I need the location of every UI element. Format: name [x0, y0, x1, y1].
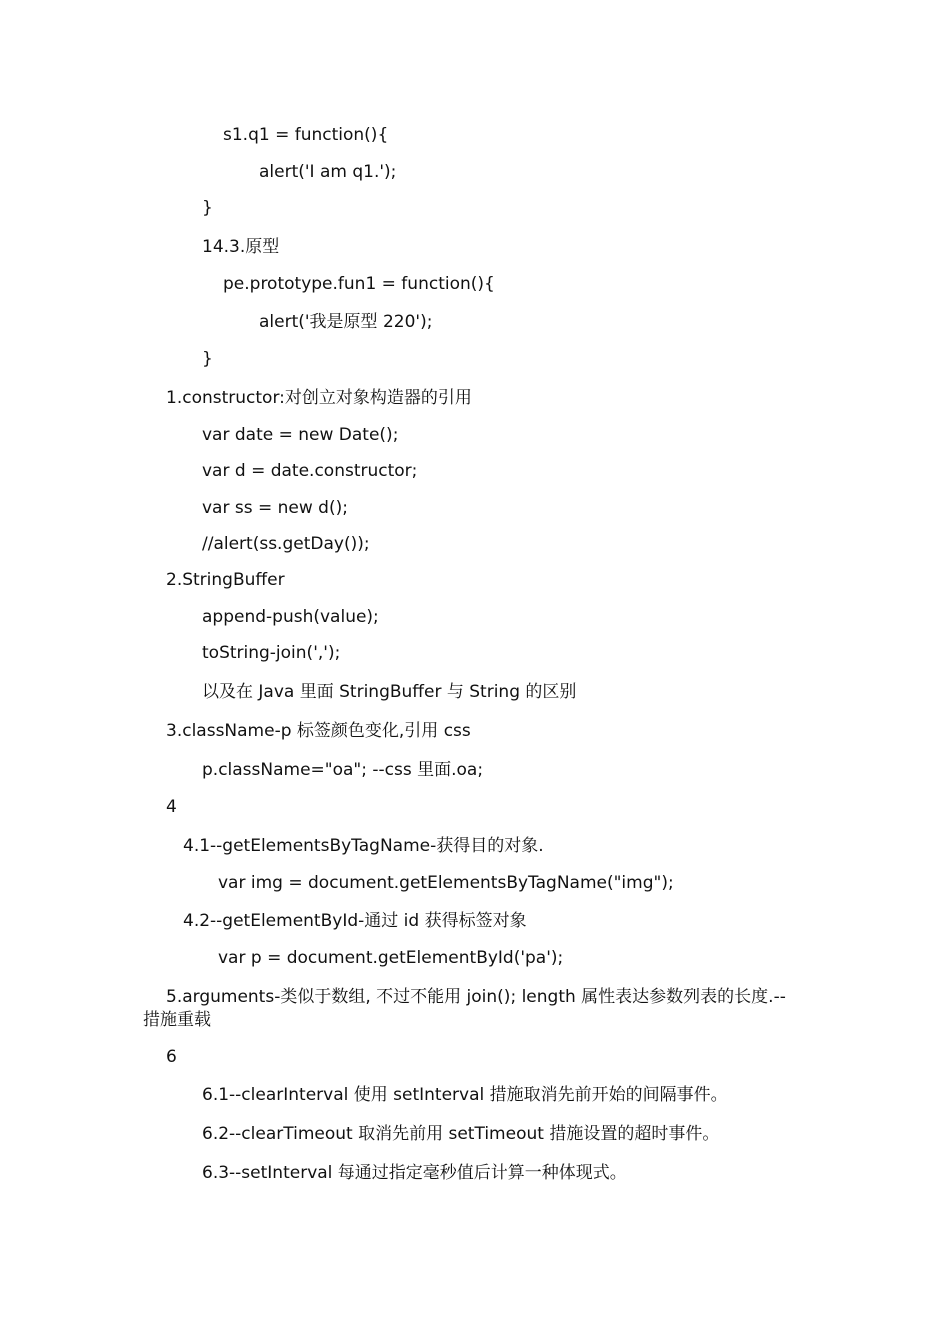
code-line: pe.prototype.fun1 = function(){	[223, 274, 495, 294]
code-line: var ss = new d();	[202, 498, 348, 518]
code-line: var d = date.constructor;	[202, 461, 418, 481]
text-line: 6.3--setInterval 每通过指定毫秒值后计算一种体现式。	[202, 1163, 627, 1183]
code-line: alert('I am q1.');	[259, 162, 397, 182]
subsection-heading: 4.1--getElementsByTagName-获得目的对象.	[183, 836, 544, 856]
code-line: var date = new Date();	[202, 425, 399, 445]
section-heading: 4	[166, 797, 177, 817]
code-line: }	[202, 198, 213, 218]
section-heading: 6	[166, 1047, 177, 1067]
text-line: 6.1--clearInterval 使用 setInterval 措施取消先前开始的间隔事件。	[202, 1085, 728, 1105]
text-line: 6.2--clearTimeout 取消先前用 setTimeout 措施设置的超时事件。	[202, 1124, 720, 1144]
section-heading: 2.StringBuffer	[166, 570, 285, 590]
section-heading: 5.arguments-类似于数组, 不过不能用 join(); length 属性表达参数列表的长度.--	[166, 987, 786, 1007]
section-heading: 1.constructor:对创立对象构造器的引用	[166, 388, 472, 408]
text-line: 以及在 Java 里面 StringBuffer 与 String 的区别	[202, 682, 577, 702]
code-line: append-push(value);	[202, 607, 379, 627]
subsection-heading: 4.2--getElementById-通过 id 获得标签对象	[183, 911, 527, 931]
code-line: p.className="oa"; --css 里面.oa;	[202, 760, 484, 780]
text-line: 措施重载	[143, 1010, 211, 1030]
section-heading: 14.3.原型	[202, 237, 280, 257]
code-line: //alert(ss.getDay());	[202, 534, 370, 554]
code-line: alert('我是原型 220');	[259, 312, 433, 332]
code-line: var p = document.getElementById('pa');	[218, 948, 564, 968]
code-line: }	[202, 349, 213, 369]
code-line: var img = document.getElementsByTagName("img");	[218, 873, 674, 893]
code-line: toString-join(',');	[202, 643, 341, 663]
section-heading: 3.className-p 标签颜色变化,引用 css	[166, 721, 471, 741]
code-line: s1.q1 = function(){	[223, 125, 389, 145]
